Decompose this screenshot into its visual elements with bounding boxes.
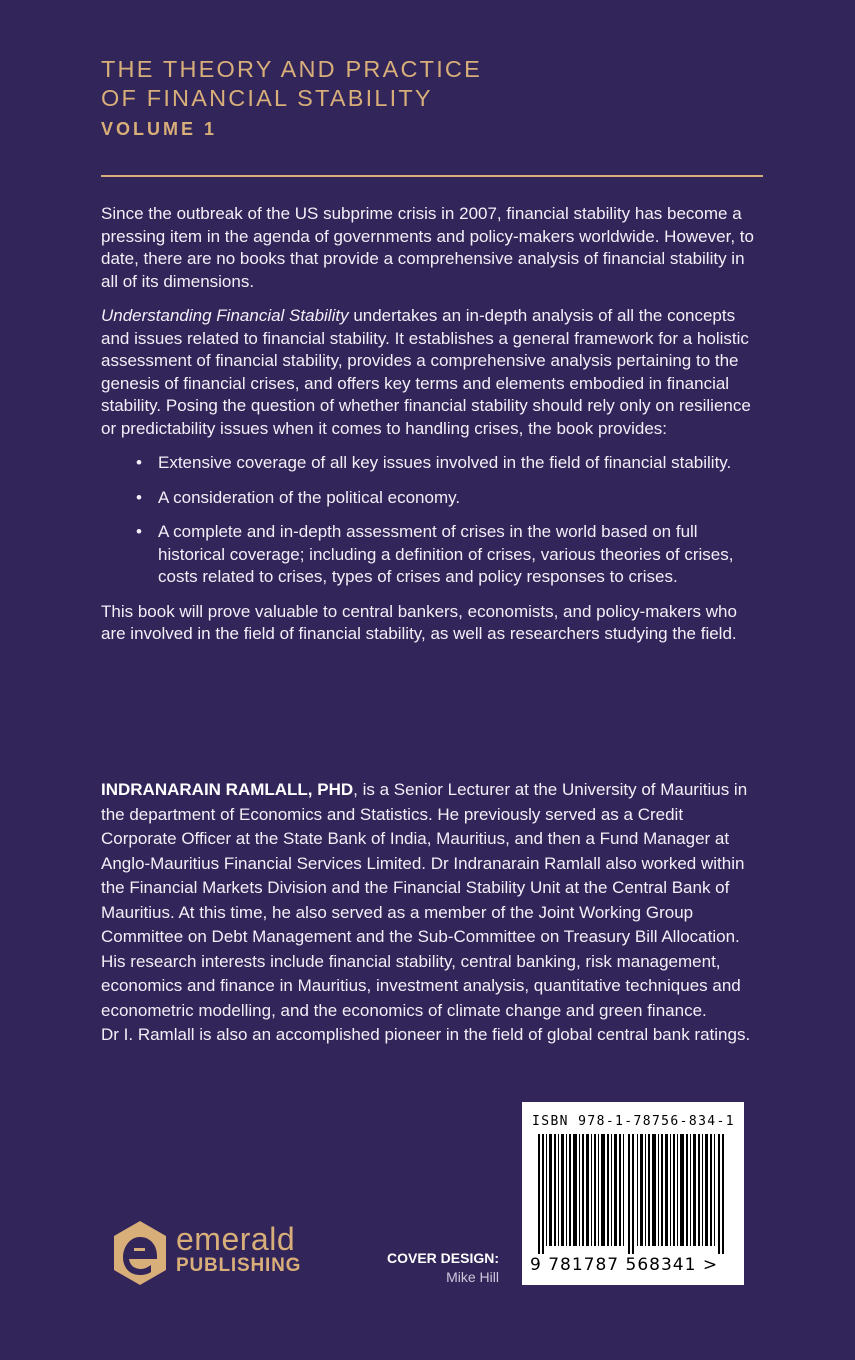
- isbn-label: ISBN 978-1-78756-834-1: [532, 1114, 735, 1129]
- cover-design-label: COVER DESIGN:: [386, 1250, 499, 1266]
- author-bio-text-2: Dr I. Ramlall is also an accomplished pioneer in the field of global central bank ratings.: [101, 1025, 751, 1044]
- ean-digits: 9 781787 568341 >: [530, 1255, 719, 1275]
- book-title-italic: Understanding Financial Stability: [101, 306, 349, 325]
- description-paragraph-2-text: undertakes an in-depth analysis of all the concepts and issues related to financial stability. It establishes a general framework for a holistic assessment of financial stability, provides a comprehensive analysis pertaining to the genesis of financial crises, and offers key terms and elements embodied in financial stability. Posing the question of whether financial stability should rely only on resilience or predictability issues when it comes to handling crises, the book provides:: [101, 306, 751, 438]
- cover-design-credit: [384, 1250, 499, 1285]
- title-block: [101, 55, 763, 140]
- list-item: [101, 521, 763, 589]
- publisher-name: emerald: [176, 1221, 296, 1257]
- series-title-line-2: OF FINANCIAL STABILITY: [101, 85, 433, 111]
- gold-divider: [101, 175, 763, 177]
- publisher-logo: [111, 1217, 351, 1289]
- isbn-barcode: [522, 1102, 744, 1285]
- volume-label: VOLUME 1: [101, 119, 218, 139]
- description-paragraph-3: This book will prove valuable to central bankers, economists, and policy-makers who are involved in the field of financial stability, as well as researchers studying the field.: [101, 601, 737, 643]
- cover-designer-name: Mike Hill: [446, 1269, 499, 1285]
- bullet-icon: •: [136, 487, 142, 507]
- list-item-text: Extensive coverage of all key issues involved in the field of financial stability.: [158, 453, 732, 472]
- description-paragraph-1: Since the outbreak of the US subprime crisis in 2007, financial stability has become a pressing item in the agenda of governments and policy-makers worldwide. However, to date, there are no books that provide a comprehensive analysis of financial stability in all of its dimensions.: [101, 204, 754, 291]
- list-item: [101, 487, 763, 510]
- description-paragraph-2: [101, 305, 763, 440]
- bullet-icon: •: [136, 522, 142, 541]
- list-item: [101, 452, 763, 475]
- series-title-line-1: THE THEORY AND PRACTICE: [101, 56, 482, 82]
- author-bio-text: , is a Senior Lecturer at the University of Mauritius in the department of Economics and Statistics. He previously served as a Credit Corporate Officer at the State Bank of India, Mauritius, and then a Fund Manager at Anglo-Mauritius Financial Services Limited. Dr Indranarain Ramlall also worked within the Financial Markets Division and the Financial Stability Unit at the Central Bank of Mauritius. At this time, he also served as a member of the Joint Working Group Committee on Debt Management and the Sub-Committee on Treasury Bill Allocation. His research interests include financial stability, central banking, risk management, economics and finance in Mauritius, investment analysis, quantitative techniques and econometric modelling, and the economics of climate change and green finance.: [101, 780, 748, 1020]
- author-bio: [101, 778, 763, 1048]
- list-item-text: A complete and in-depth assessment of crises in the world based on full historical coverage; including a definition of crises, various theories of crises, costs related to crises, types of crises and policy responses to crises.: [158, 522, 734, 586]
- barcode-icon: [534, 1134, 732, 1254]
- book-description: [101, 203, 763, 658]
- bullet-icon: •: [136, 453, 142, 472]
- author-name: INDRANARAIN RAMLALL, PHD: [101, 780, 354, 799]
- list-item-text: A consideration of the political economy.: [158, 487, 461, 507]
- emerald-hexagon-logo-icon: [111, 1219, 169, 1287]
- publisher-subname: PUBLISHING: [176, 1255, 302, 1276]
- feature-list: [101, 452, 763, 589]
